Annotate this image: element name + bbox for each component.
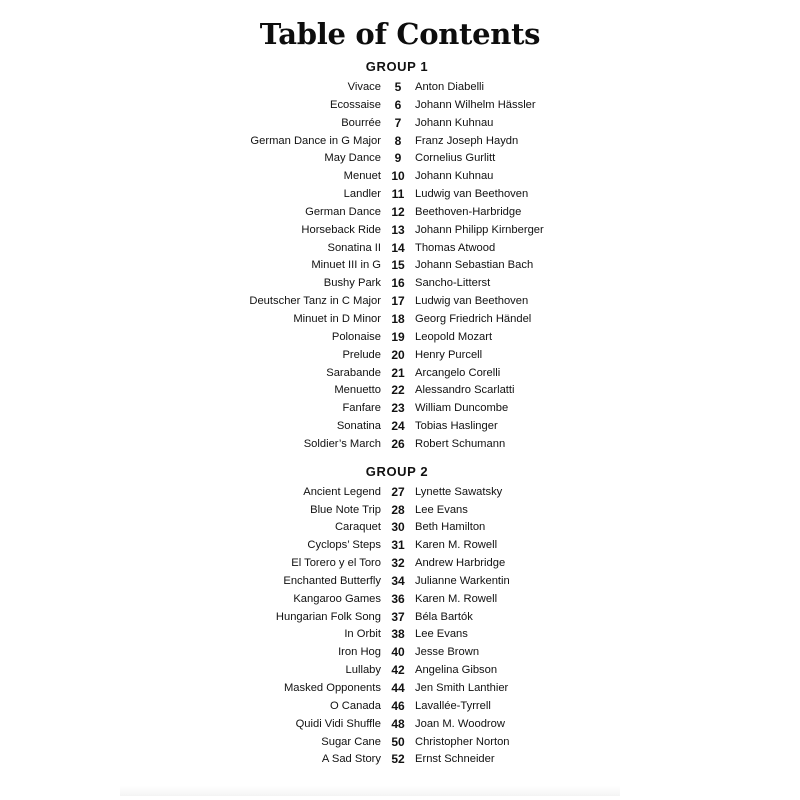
toc-entry xyxy=(0,97,800,115)
composer-name: Karen M. Rowell xyxy=(415,592,498,605)
toc-entry xyxy=(0,293,800,311)
composer-name: Jesse Brown xyxy=(415,646,480,659)
piece-title: Sugar Cane xyxy=(321,735,381,748)
toc-entry xyxy=(0,716,800,734)
piece-title: Caraquet xyxy=(334,521,381,534)
composer-name: Béla Bartók xyxy=(415,610,473,623)
piece-title: Sarabande xyxy=(326,366,381,379)
piece-title: Masked Opponents xyxy=(283,682,381,694)
table-of-contents xyxy=(0,57,800,769)
composer-name: Robert Schumann xyxy=(415,437,506,450)
piece-title: Bourrée xyxy=(341,116,381,129)
page-number: 27 xyxy=(391,484,405,499)
toc-entry xyxy=(0,609,800,627)
toc-entry xyxy=(0,115,800,133)
toc-entry xyxy=(0,644,800,662)
composer-name: Ernst Schneider xyxy=(415,753,495,766)
toc-entry xyxy=(0,186,800,204)
piece-title: Quidi Vidi Shuffle xyxy=(295,717,381,730)
toc-entry xyxy=(0,204,800,222)
piece-title: Horseback Ride xyxy=(301,223,381,236)
piece-title: German Dance in G Major xyxy=(250,134,381,147)
toc-entry xyxy=(0,502,800,520)
page-number: 11 xyxy=(391,187,405,202)
toc-entry xyxy=(0,519,800,537)
toc-entry xyxy=(0,698,800,716)
toc-entry xyxy=(0,311,800,329)
composer-name: Ludwig van Beethoven xyxy=(415,295,529,308)
piece-title: Sonatina II xyxy=(327,241,381,254)
toc-entry xyxy=(0,222,800,240)
toc-entry xyxy=(0,662,800,680)
composer-name: Beethoven-Harbridge xyxy=(415,205,522,218)
piece-title: El Torero y el Toro xyxy=(291,557,381,570)
page-number: 28 xyxy=(391,502,405,517)
page-number: 24 xyxy=(391,419,405,434)
page-number: 13 xyxy=(391,222,405,237)
piece-title: Vivace xyxy=(347,81,381,93)
page-number: 36 xyxy=(391,591,405,606)
piece-title: May Dance xyxy=(324,152,381,165)
piece-title: Minuet in D Minor xyxy=(293,312,381,325)
group-heading-label: GROUP 2 xyxy=(365,463,429,479)
toc-entry xyxy=(0,537,800,555)
page-number: 44 xyxy=(391,681,405,695)
composer-name: William Duncombe xyxy=(415,402,509,415)
piece-title: Bushy Park xyxy=(323,277,381,290)
piece-title: A Sad Story xyxy=(321,753,381,766)
composer-name: Cornelius Gurlitt xyxy=(415,152,496,165)
composer-name: Angelina Gibson xyxy=(415,664,498,677)
group-spacer xyxy=(0,454,800,462)
toc-group xyxy=(0,57,800,454)
page-number: 19 xyxy=(391,329,405,344)
toc-entry xyxy=(0,680,800,698)
page-number: 31 xyxy=(391,538,405,553)
page-number: 52 xyxy=(391,752,405,767)
group-heading xyxy=(0,57,800,79)
toc-entry xyxy=(0,751,800,769)
page-edge xyxy=(120,786,620,796)
toc-entry xyxy=(0,734,800,752)
piece-title: German Dance xyxy=(305,205,381,218)
composer-name: Julianne Warkentin xyxy=(415,574,510,587)
page-number: 34 xyxy=(391,573,405,588)
composer-name: Ludwig van Beethoven xyxy=(415,188,529,201)
composer-name: Johann Philipp Kirnberger xyxy=(415,223,544,236)
page-number: 22 xyxy=(391,383,405,398)
composer-name: Lee Evans xyxy=(415,628,468,641)
piece-title: Enchanted Butterfly xyxy=(283,574,381,587)
page-number: 12 xyxy=(391,204,405,219)
composer-name: Anton Diabelli xyxy=(415,81,485,93)
composer-name: Lavallée-Tyrrell xyxy=(415,699,491,712)
toc-entry xyxy=(0,382,800,400)
composer-name: Beth Hamilton xyxy=(415,521,486,534)
composer-name: Karen M. Rowell xyxy=(415,539,498,552)
piece-title: O Canada xyxy=(330,699,381,712)
page-number: 40 xyxy=(391,645,405,660)
toc-entry xyxy=(0,418,800,436)
toc-entry xyxy=(0,400,800,418)
page-number: 50 xyxy=(391,734,405,749)
toc-entry xyxy=(0,484,800,502)
page-number: 23 xyxy=(391,401,405,416)
composer-name: Lee Evans xyxy=(415,503,468,516)
composer-name: Johann Wilhelm Hässler xyxy=(415,98,536,111)
piece-title: Menuet xyxy=(343,170,381,183)
page-number: 42 xyxy=(391,663,405,678)
composer-name: Johann Sebastian Bach xyxy=(415,259,534,272)
page-number: 48 xyxy=(391,716,405,731)
piece-title: Landler xyxy=(343,188,381,201)
piece-title: Blue Note Trip xyxy=(310,503,381,516)
composer-name: Leopold Mozart xyxy=(415,330,493,343)
composer-name: Arcangelo Corelli xyxy=(415,366,501,379)
toc-entry xyxy=(0,257,800,275)
page-number: 15 xyxy=(391,258,405,273)
page-number: 6 xyxy=(394,97,402,112)
page-number: 16 xyxy=(391,276,405,291)
piece-title: Fanfare xyxy=(342,402,381,415)
page-number: 18 xyxy=(391,311,405,326)
group-heading xyxy=(0,462,800,484)
toc-entry xyxy=(0,573,800,591)
piece-title: Prelude xyxy=(342,348,381,361)
page-number: 26 xyxy=(391,436,405,451)
page-number: 10 xyxy=(391,169,405,184)
toc-group xyxy=(0,462,800,770)
toc-entry xyxy=(0,347,800,365)
composer-name: Jen Smith Lanthier xyxy=(415,682,509,694)
page-number: 46 xyxy=(391,698,405,713)
piece-title: Sonatina xyxy=(336,420,381,433)
composer-name: Joan M. Woodrow xyxy=(415,717,505,730)
composer-name: Christopher Norton xyxy=(415,735,510,748)
piece-title: Soldier’s March xyxy=(303,437,381,450)
toc-entry xyxy=(0,150,800,168)
page-number: 7 xyxy=(394,115,402,130)
piece-title: Hungarian Folk Song xyxy=(275,610,381,623)
piece-title: Menuetto xyxy=(334,384,381,397)
toc-entry xyxy=(0,591,800,609)
toc-entry xyxy=(0,240,800,258)
page-number: 37 xyxy=(391,609,405,624)
composer-name: Andrew Harbridge xyxy=(415,557,506,570)
page-number: 8 xyxy=(394,133,402,148)
page-number: 30 xyxy=(391,520,405,535)
composer-name: Lynette Sawatsky xyxy=(415,485,503,498)
composer-name: Henry Purcell xyxy=(415,348,483,361)
page-number: 5 xyxy=(394,80,402,94)
group-heading-label: GROUP 1 xyxy=(365,59,429,74)
toc-entry xyxy=(0,329,800,347)
page-number: 32 xyxy=(391,556,405,571)
page-title: Table of Contents xyxy=(259,17,541,51)
composer-name: Johann Kuhnau xyxy=(415,116,494,129)
toc-entry xyxy=(0,275,800,293)
toc-entry xyxy=(0,168,800,186)
page-number: 17 xyxy=(391,294,405,309)
toc-entry xyxy=(0,436,800,454)
piece-title: Minuet III in G xyxy=(311,259,381,272)
composer-name: Thomas Atwood xyxy=(415,241,496,254)
toc-entry xyxy=(0,133,800,151)
composer-name: Georg Friedrich Händel xyxy=(415,312,532,325)
piece-title: Kangaroo Games xyxy=(293,592,381,605)
toc-entry xyxy=(0,626,800,644)
composer-name: Franz Joseph Haydn xyxy=(415,134,519,147)
page-number: 14 xyxy=(391,240,405,255)
toc-entry xyxy=(0,79,800,97)
composer-name: Sancho-Litterst xyxy=(415,277,491,290)
piece-title: Lullaby xyxy=(345,664,381,677)
page-number: 38 xyxy=(391,627,405,642)
piece-title: Ancient Legend xyxy=(303,485,381,498)
toc-entry xyxy=(0,365,800,383)
composer-name: Tobias Haslinger xyxy=(415,420,498,433)
piece-title: Polonaise xyxy=(331,330,381,343)
page-number: 21 xyxy=(391,365,405,380)
piece-title: Ecossaise xyxy=(330,98,381,111)
piece-title: Deutscher Tanz in C Major xyxy=(249,295,381,308)
composer-name: Alessandro Scarlatti xyxy=(415,384,515,397)
piece-title: In Orbit xyxy=(344,628,381,641)
piece-title: Cyclops’ Steps xyxy=(307,539,381,552)
toc-entry xyxy=(0,555,800,573)
page-number: 20 xyxy=(391,347,405,362)
composer-name: Johann Kuhnau xyxy=(415,170,494,183)
piece-title: Iron Hog xyxy=(338,646,381,659)
page-number: 9 xyxy=(394,151,402,166)
